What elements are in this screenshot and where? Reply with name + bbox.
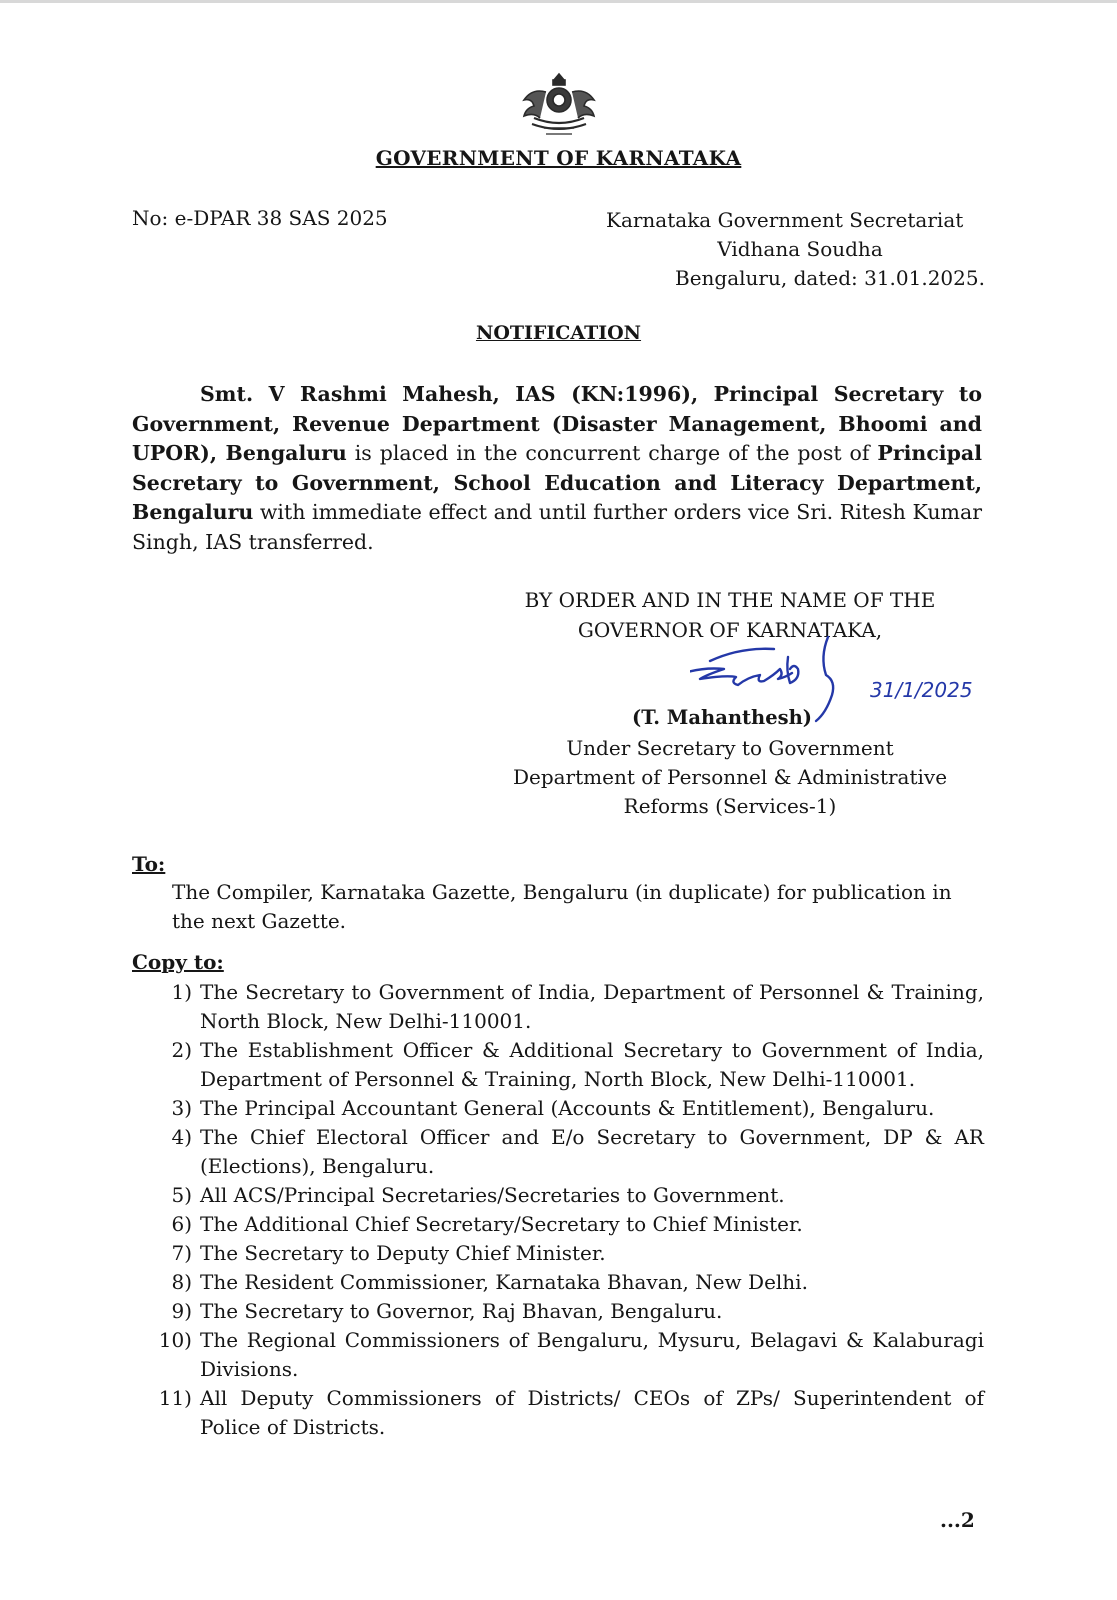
copy-to-list (132, 978, 984, 1442)
list-item (132, 1268, 984, 1297)
notification-heading: NOTIFICATION (475, 322, 642, 344)
list-item-number: 4) (171, 1125, 192, 1149)
list-item-number: 11) (158, 1386, 192, 1410)
government-title: GOVERNMENT OF KARNATAKA (375, 146, 742, 170)
list-item-text: The Principal Accountant General (Accounts & Entitlement), Bengaluru. (200, 1096, 935, 1120)
order-line-1: BY ORDER AND IN THE NAME OF THE (524, 588, 936, 612)
page-top-edge (0, 0, 1117, 3)
post-details: Principal Secretary to Government, School Education and Literacy Department, Bengaluru (132, 441, 982, 524)
list-item-text: The Establishment Officer & Additional Secretary to Government of India, Department of Personnel & Training, North Block, New Delhi-110001. (200, 1038, 984, 1091)
signatory-designation: Under Secretary to Government (566, 736, 894, 760)
body-text-effect: with immediate effect and until further orders vice Sri. Ritesh Kumar Singh, IAS transferred. (132, 500, 982, 554)
address-line-city-date: Bengaluru, dated: 31.01.2025. (675, 266, 985, 290)
list-item-text: The Regional Commissioners of Bengaluru, Mysuru, Belagavi & Kalaburagi Divisions. (200, 1328, 984, 1381)
list-item-number: 7) (171, 1241, 192, 1265)
page-continuation-marker: ...2 (940, 1508, 975, 1532)
list-item-number: 3) (171, 1096, 192, 1120)
signatory-department-line-1: Department of Personnel & Administrative (512, 765, 948, 789)
list-item-text: The Additional Chief Secretary/Secretary to Chief Minister. (200, 1212, 803, 1236)
list-item (132, 1239, 984, 1268)
list-item-number: 2) (171, 1038, 192, 1062)
list-item (132, 1123, 984, 1181)
list-item-text: All ACS/Principal Secretaries/Secretaries to Government. (200, 1183, 785, 1207)
list-item (132, 978, 984, 1036)
list-item-text: All Deputy Commissioners of Districts/ CEOs of ZPs/ Superintendent of Police of Districts. (200, 1386, 984, 1439)
copy-to-label: Copy to: (132, 950, 224, 974)
list-item (132, 1384, 984, 1442)
list-item (132, 1326, 984, 1384)
list-item-text: The Chief Electoral Officer and E/o Secretary to Government, DP & AR (Elections), Bengaluru. (200, 1125, 984, 1178)
list-item-number: 8) (171, 1270, 192, 1294)
list-item-number: 1) (171, 980, 192, 1004)
body-text-concurrent-charge: is placed in the concurrent charge of the post of (346, 441, 878, 465)
list-item-number: 10) (158, 1328, 192, 1352)
address-line-building: Vidhana Soudha (717, 237, 883, 261)
list-item-text: The Secretary to Government of India, Department of Personnel & Training, North Block, New Delhi-110001. (200, 980, 984, 1033)
list-item-text: The Secretary to Deputy Chief Minister. (200, 1241, 606, 1265)
signatory-designation-block (470, 734, 990, 821)
list-item (132, 1094, 984, 1123)
list-item (132, 1036, 984, 1094)
list-item (132, 1210, 984, 1239)
signatory-name: (T. Mahanthesh) (632, 706, 812, 729)
list-item (132, 1297, 984, 1326)
list-item-number: 5) (171, 1183, 192, 1207)
issuing-office-address (590, 206, 1010, 293)
notification-body (132, 380, 982, 557)
signature-date: 31/1/2025 (870, 678, 973, 702)
to-recipient: The Compiler, Karnataka Gazette, Bengaluru (in duplicate) for publication in the next Gazette. (172, 880, 952, 933)
order-line-2: GOVERNOR OF KARNATAKA, (577, 618, 883, 642)
officer-details: Smt. V Rashmi Mahesh, IAS (KN:1996), Principal Secretary to Government, Revenue Department (Disaster Management, Bhoomi and UPOR), Bengaluru (132, 382, 982, 465)
list-item-number: 6) (171, 1212, 192, 1236)
list-item (132, 1181, 984, 1210)
list-item-number: 9) (171, 1299, 192, 1323)
list-item-text: The Resident Commissioner, Karnataka Bhavan, New Delhi. (200, 1270, 808, 1294)
list-item-text: The Secretary to Governor, Raj Bhavan, Bengaluru. (200, 1299, 723, 1323)
reference-number: No: e-DPAR 38 SAS 2025 (132, 206, 388, 230)
address-line-secretariat: Karnataka Government Secretariat (606, 208, 964, 232)
karnataka-state-emblem-icon (516, 70, 602, 142)
signatory-department-line-2: Reforms (Services-1) (623, 794, 837, 818)
to-label: To: (132, 852, 166, 876)
